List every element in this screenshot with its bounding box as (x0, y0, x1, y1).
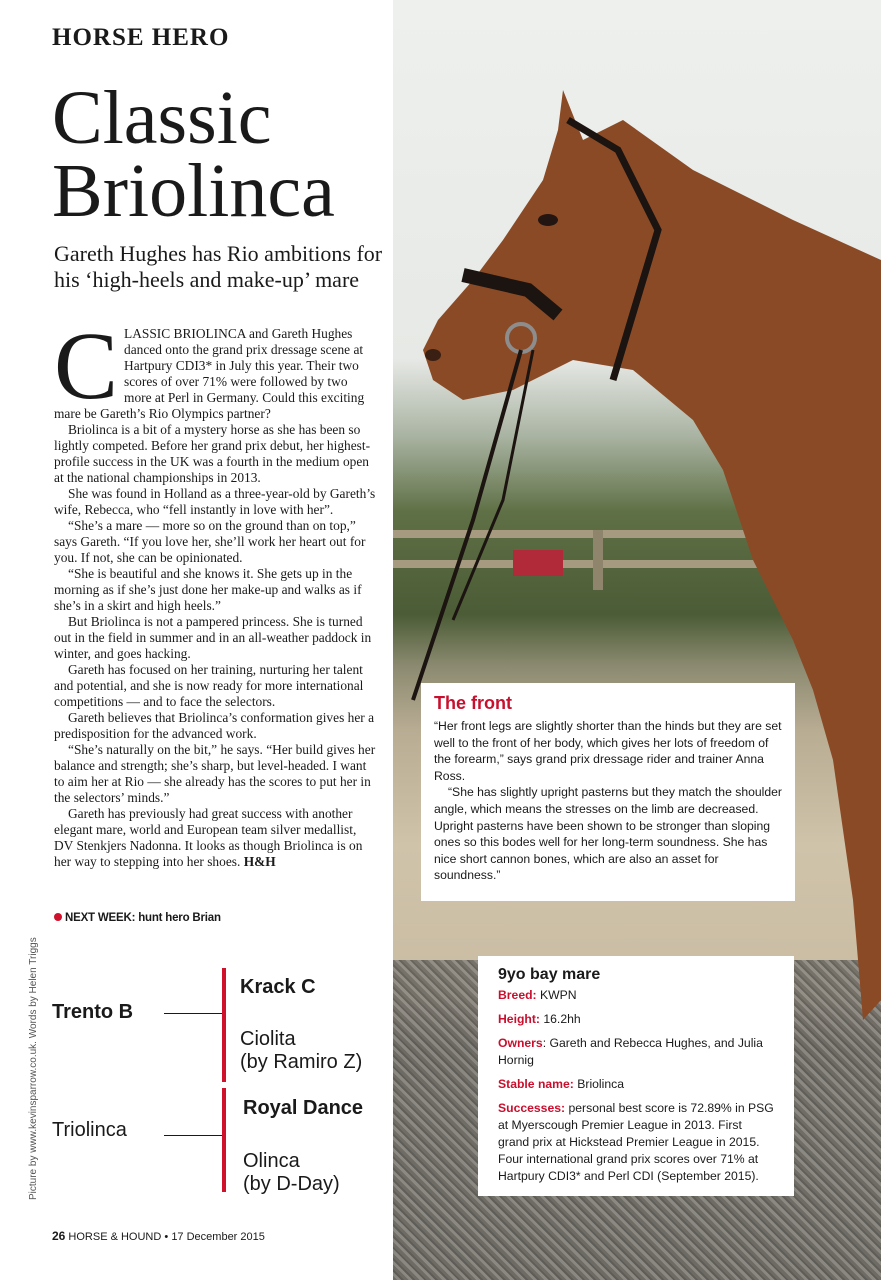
pedigree-sire-dam (240, 1028, 362, 1074)
page-number: 26 (52, 1229, 66, 1243)
dropcap: C (54, 312, 119, 419)
article-paragraph-5: “She is beautiful and she knows it. She gets up in the morning as if she’s just done her make-up and walks as if she’s in a skirt and high heels.” (54, 566, 362, 613)
pedigree-sire-sire: Krack C (240, 976, 316, 998)
pedigree-dam-dam (243, 1150, 340, 1196)
paragraph-10-text: Gareth has previously had great success with another elegant mare, world and European team silver medallist, DV Stenkjers Nadonna. It looks as though Briolinca is on her way to stepping into her shoes. (54, 806, 363, 869)
owners-label: Owners (498, 1036, 543, 1050)
signoff: H&H (243, 854, 276, 869)
pedigree-chart (0, 960, 393, 1200)
next-week-teaser (54, 912, 221, 924)
facts-box-title: 9yo bay mare (498, 966, 601, 983)
front-box-paragraph-2: “She has slightly upright pasterns but they match the shoulder angle, which means the stresses on the limb are decreased. Upright pasterns have been shown to be stronger than sloping ones so this bodes well for her long-term soundness. She has nice short cannon bones, which are also an asset for soundness.” (434, 785, 782, 883)
fact-breed (498, 987, 774, 1004)
fact-successes (498, 1100, 774, 1185)
headline (52, 76, 392, 233)
article-paragraph-2: Briolinca is a bit of a mystery horse as she has been so lightly competed. Before her grand prix debut, her highest-profile success in the UK was a fourth in the medium open at the national championships in 2013. (54, 422, 371, 485)
article-paragraph-4: “She’s a mare — more so on the ground than on top,” says Gareth. “If you love her, she’ll work her heart out for you. If not, she can be opinionated. (54, 518, 366, 565)
pedigree-bar-dam (222, 1088, 226, 1192)
next-week-text: NEXT WEEK: hunt hero Brian (65, 912, 221, 924)
standfirst: Gareth Hughes has Rio ambitions for his ‘high-heels and make-up’ mare (54, 241, 383, 292)
photo-credit: Picture by www.kevinsparrow.co.uk. Words by Helen Triggs (28, 937, 39, 1200)
pedigree-sire: Trento B (52, 1001, 134, 1023)
pedigree-dam-sire: Royal Dance (243, 1097, 364, 1119)
bullet-dot-icon (54, 913, 62, 921)
fact-stable-name (498, 1076, 774, 1093)
issue-date: 17 December 2015 (171, 1231, 265, 1243)
fact-height (498, 1011, 774, 1028)
article-paragraph-9: “She’s naturally on the bit,” he says. “Her build gives her balance and strength; she’s sharp, but level-headed. I want to aim her at Rio — she already has the scores to put her in the selectors’ minds.” (54, 742, 376, 805)
headline-line-1: Classic (52, 76, 272, 160)
dam-dam-name: Olinca (243, 1150, 300, 1172)
headline-line-2: Briolinca (52, 149, 335, 233)
article-paragraph-8: Gareth believes that Briolinca’s conformation gives her a predisposition for the advanced work. (54, 710, 375, 741)
height-label: Height: (498, 1012, 540, 1026)
owners-value: : Gareth and Rebecca Hughes, and Julia Hornig (498, 1036, 763, 1067)
publication-name: HORSE & HOUND (68, 1231, 162, 1243)
dam-dam-by: (by D-Day) (243, 1173, 340, 1195)
height-value: 16.2hh (543, 1012, 581, 1026)
footer-separator: • (164, 1231, 169, 1243)
fact-owners (498, 1035, 774, 1069)
article-paragraph-7: Gareth has focused on her training, nurturing her talent and potential, and she is now ready for more international competitions — and to face the selectors. (54, 662, 364, 709)
front-conformation-box (421, 683, 795, 901)
article-paragraph-1 (54, 312, 376, 422)
article-paragraph-10 (54, 806, 376, 870)
article-body (54, 312, 376, 870)
sire-dam-name: Ciolita (240, 1028, 296, 1050)
pedigree-line-sire (164, 1013, 222, 1014)
sire-dam-by: (by Ramiro Z) (240, 1051, 363, 1073)
successes-value: personal best score is 72.89% in PSG at Myerscough Premier League in 2013. First grand prix at Hickstead Premier League in 2015. Four international grand prix scores over 71% at Hartpury CDI3* and Perl CDI (September 2015). (498, 1101, 774, 1183)
successes-label: Successes: (498, 1101, 566, 1115)
article-paragraph-3: She was found in Holland as a three-year-old by Gareth’s wife, Rebecca, who “fell instantly in love with her”. (54, 486, 376, 517)
paragraph-1-text: LASSIC BRIOLINCA and Gareth Hughes danced onto the grand prix dressage scene at Hartpury CDI3* in July this year. Their two scores of over 71% were followed by two more at Perl in Germany. Could this exciting mare be Gareth’s Rio Olympics partner? (54, 326, 365, 421)
section-tag: HORSE HERO (52, 24, 230, 51)
page-footer (52, 1229, 265, 1243)
front-box-paragraph-1: “Her front legs are slightly shorter than the hinds but they are set well to the front of her body, which gives her lots of freedom of the forearm,” says grand prix dressage rider and trainer Anna Ross. (434, 719, 782, 783)
breed-label: Breed: (498, 988, 537, 1002)
breed-value: KWPN (540, 988, 577, 1002)
article-paragraph-6: But Briolinca is not a pampered princess. She is turned out in the field in summer and in an all-weather paddock in winter, and goes hacking. (54, 614, 372, 661)
pedigree-dam: Triolinca (52, 1119, 127, 1141)
stable-label: Stable name: (498, 1077, 574, 1091)
facts-box (478, 956, 794, 1196)
stable-value: Briolinca (577, 1077, 624, 1091)
front-box-title: The front (434, 693, 512, 713)
pedigree-bar-sire (222, 968, 226, 1082)
pedigree-line-dam (164, 1135, 222, 1136)
